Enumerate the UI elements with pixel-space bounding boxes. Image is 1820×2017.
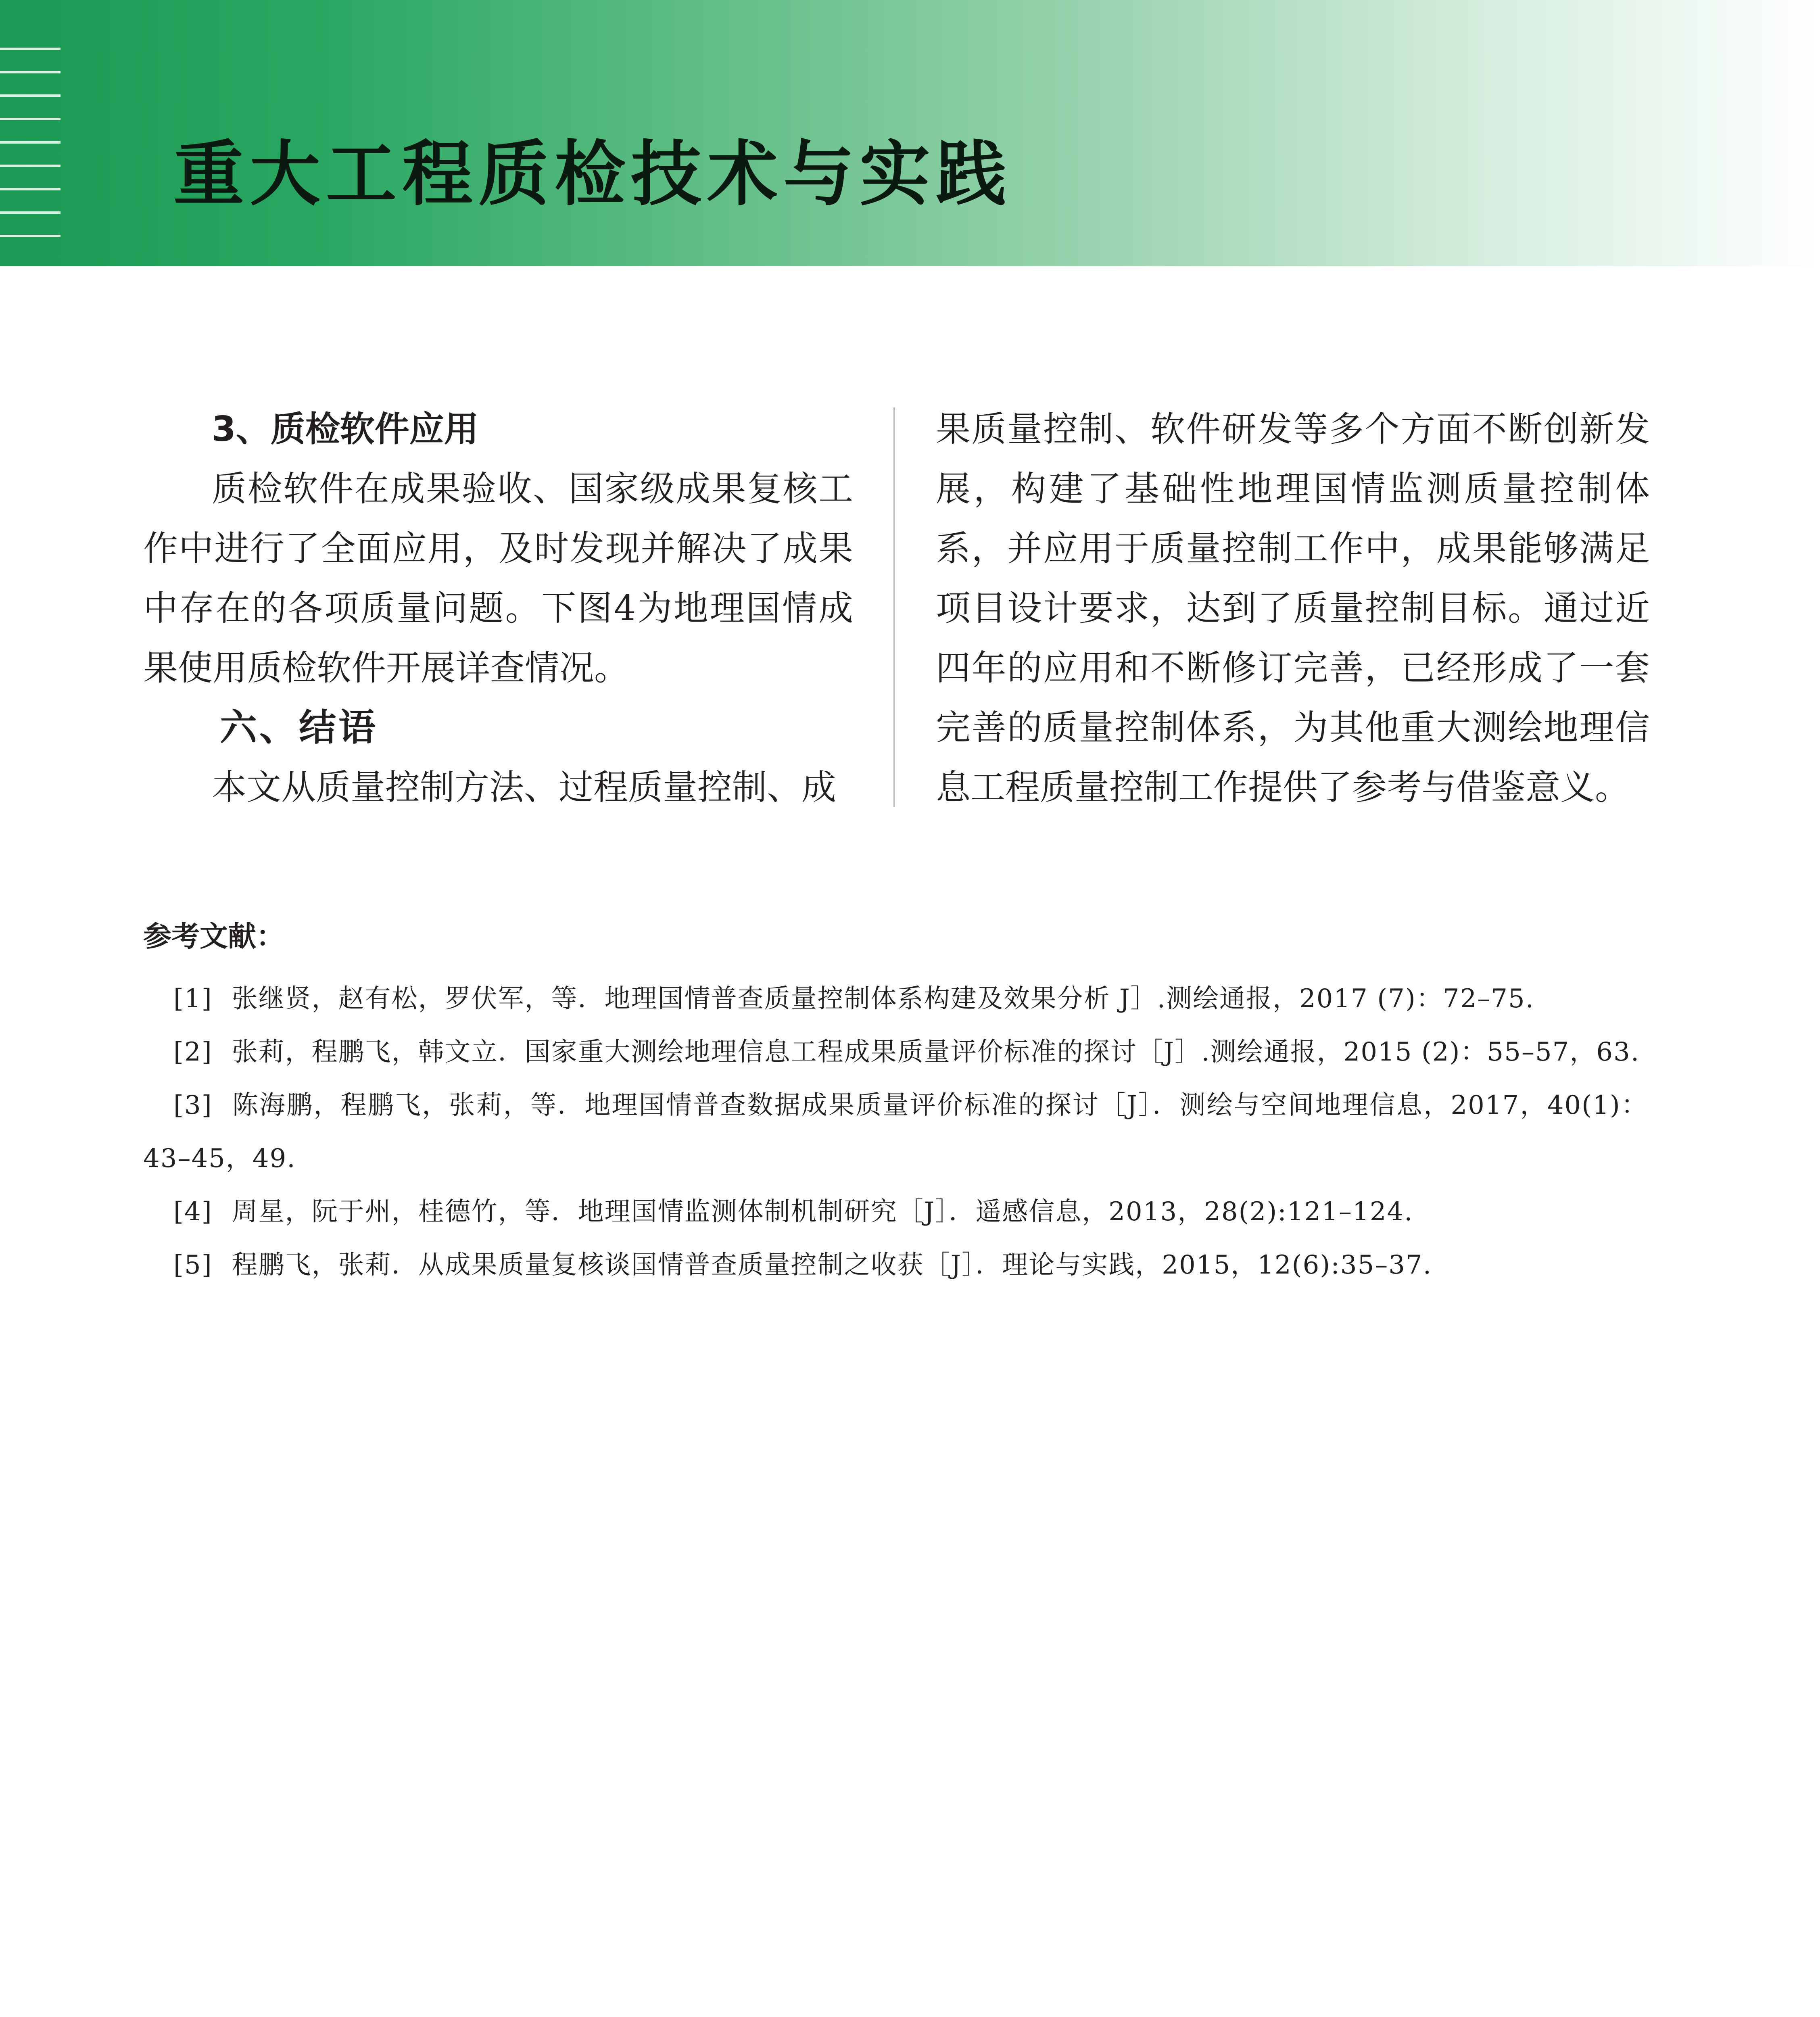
body-paragraph: 质检软件在成果验收、国家级成果复核工作中进行了全面应用，及时发现并解决了成果中存在的各项质量问题。下图4为地理国情成果使用质检软件开展详查情况。: [143, 469, 853, 688]
reference-item: [143, 972, 1648, 1025]
banner-stripes-decoration: [0, 0, 61, 266]
subsection-heading: 3、质检软件应用: [212, 409, 479, 449]
right-column: [936, 399, 1650, 817]
section-title: 重大工程质检技术与实践: [173, 134, 1012, 215]
column-divider: [893, 407, 895, 807]
header-banner: [0, 0, 1820, 266]
reference-item: [143, 1185, 1648, 1238]
left-column: [143, 399, 853, 817]
body-paragraph: 本文从质量控制方法、过程质量控制、成: [212, 767, 836, 808]
references-title: 参考文献：: [143, 920, 284, 953]
stripe-line: [0, 118, 61, 120]
reference-number: [1]: [173, 984, 213, 1014]
stripe-line: [0, 188, 61, 190]
reference-item: [143, 1238, 1648, 1292]
reference-number: [2]: [173, 1037, 213, 1067]
reference-number: [3]: [173, 1090, 213, 1120]
stripe-line: [0, 94, 61, 97]
reference-item: [143, 1079, 1648, 1185]
stripe-line: [0, 71, 61, 73]
reference-text: 程鹏飞，张莉．从成果质量复核谈国情普查质量控制之收获［J］．理论与实践，2015，12(6):35–37.: [232, 1250, 1432, 1280]
reference-text: 张继贤，赵有松，罗伏军，等．地理国情普查质量控制体系构建及效果分析 J］.测绘通报，2017 (7)：72–75.: [232, 984, 1535, 1014]
body-paragraph: 果质量控制、软件研发等多个方面不断创新发展，构建了基础性地理国情监测质量控制体系，并应用于质量控制工作中，成果能够满足项目设计要求，达到了质量控制目标。通过近四年的应用和不断修订完善，已经形成了一套完善的质量控制体系，为其他重大测绘地理信息工程质量控制工作提供了参考与借鉴意义。: [936, 409, 1650, 808]
reference-number: [5]: [173, 1250, 213, 1280]
stripe-line: [0, 48, 61, 50]
conclusion-heading: 六、结语: [220, 706, 378, 749]
stripe-line: [0, 211, 61, 214]
reference-number: [4]: [173, 1197, 213, 1227]
reference-item: [143, 1025, 1648, 1079]
stripe-line: [0, 165, 61, 167]
reference-text: 周星，阮于州，桂德竹，等．地理国情监测体制机制研究［J］．遥感信息，2013，28(2):121–124.: [232, 1197, 1413, 1227]
references-section: [143, 914, 1648, 1292]
stripe-line: [0, 235, 61, 237]
stripe-line: [0, 141, 61, 144]
reference-text: 张莉，程鹏飞，韩文立．国家重大测绘地理信息工程成果质量评价标准的探讨［J］.测绘通报，2015 (2)：55–57，63.: [232, 1037, 1640, 1067]
reference-text: 陈海鹏，程鹏飞，张莉，等．地理国情普查数据成果质量评价标准的探讨［J］．测绘与空间地理信息，2017，40(1)：43–45，49.: [143, 1090, 1648, 1173]
